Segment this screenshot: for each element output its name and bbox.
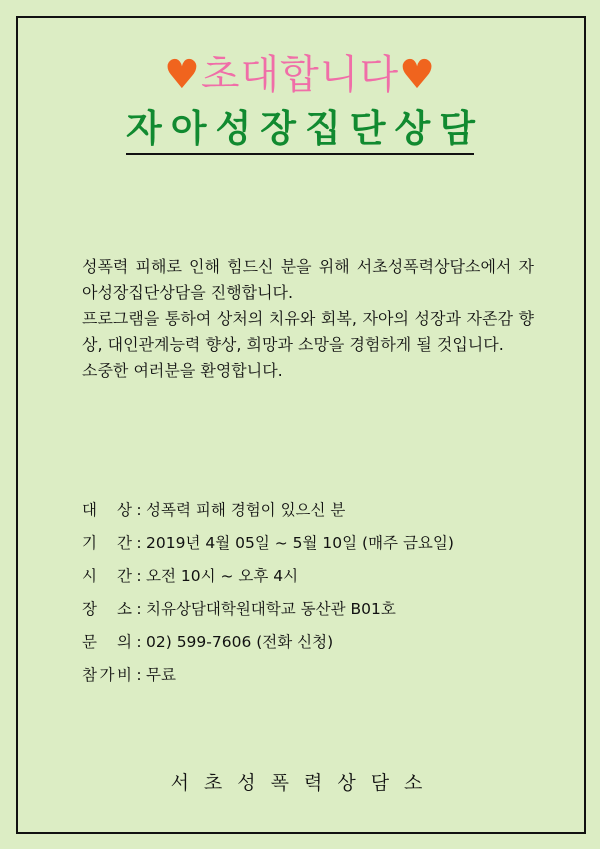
detail-value: 오전 10시 ~ 오후 4시: [146, 567, 299, 585]
intro-paragraph-program: 프로그램을 통하여 상처의 치유와 회복, 자아의 성장과 자존감 향상, 대인관계능력 향상, 희망과 소망을 경험하게 될 것입니다.: [82, 309, 534, 354]
detail-label: [82, 659, 132, 692]
detail-row-place: [82, 593, 542, 626]
heart-left-icon: ♥: [164, 52, 201, 98]
intro-paragraph-purpose: 성폭력 피해로 인해 힘드신 분을 위해 서초성폭력상담소에서 자아성장집단상담을 진행합니다.: [82, 257, 534, 302]
detail-label: [82, 626, 132, 659]
detail-label-char: 기: [82, 534, 97, 552]
intro-text: [82, 254, 534, 384]
page-title: 자아성장집단상담: [126, 107, 484, 150]
organization-name: 서초성폭력상담소: [170, 772, 438, 794]
detail-label-char: 참: [82, 666, 97, 684]
detail-label-char: 의: [117, 633, 132, 651]
detail-label-char: 상: [117, 501, 132, 519]
detail-label-char: 시: [82, 567, 97, 585]
detail-colon: :: [136, 501, 142, 519]
detail-label: [82, 560, 132, 593]
detail-label-char: 소: [117, 600, 132, 618]
detail-colon: :: [136, 567, 142, 585]
detail-colon: :: [136, 534, 142, 552]
detail-row-contact: [82, 626, 542, 659]
details-list: [82, 494, 542, 692]
detail-value: 2019년 4월 05일 ~ 5월 10일 (매주 금요일): [146, 534, 454, 552]
detail-colon: :: [136, 633, 142, 651]
detail-label-char: 간: [117, 534, 132, 552]
detail-label-char: 문: [82, 633, 97, 651]
detail-value: 무료: [146, 666, 176, 684]
invite-text: 초대합니다: [200, 52, 400, 98]
heart-right-icon: ♥: [399, 52, 436, 98]
detail-colon: :: [136, 666, 142, 684]
detail-label: [82, 593, 132, 626]
detail-value: 성폭력 피해 경험이 있으신 분: [146, 501, 346, 519]
detail-row-time: [82, 560, 542, 593]
detail-label: [82, 494, 132, 527]
detail-value: 치유상담대학원대학교 동산관 B01호: [146, 600, 396, 618]
detail-label-char: 간: [117, 567, 132, 585]
detail-label-char: 대: [82, 501, 97, 519]
detail-row-fee: [82, 659, 542, 692]
detail-label: [82, 527, 132, 560]
detail-label-char: 가: [99, 666, 115, 684]
detail-label-char: 비: [117, 666, 132, 684]
title-underline: [126, 153, 474, 155]
detail-value: 02) 599-7606 (전화 신청): [146, 633, 334, 651]
detail-label-char: 장: [82, 600, 97, 618]
detail-row-target: [82, 494, 542, 527]
invite-heading: [0, 48, 600, 102]
intro-paragraph-welcome: 소중한 여러분을 환영합니다.: [82, 361, 283, 380]
detail-colon: :: [136, 600, 142, 618]
detail-row-period: [82, 527, 542, 560]
